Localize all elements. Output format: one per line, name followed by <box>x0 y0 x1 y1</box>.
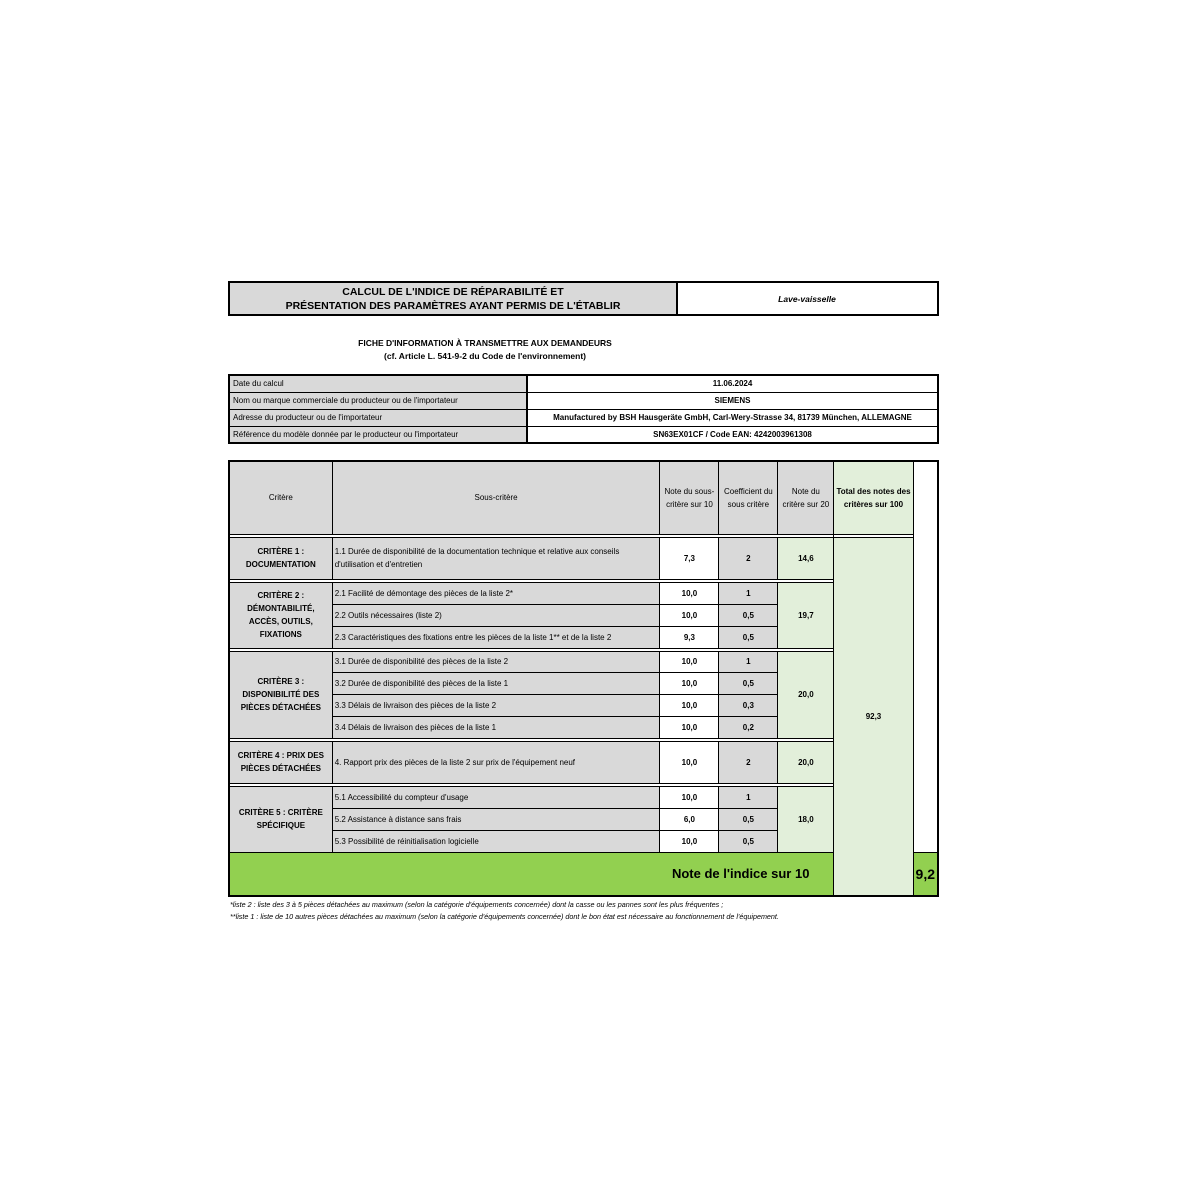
subtitle-line1: FICHE D'INFORMATION À TRANSMETTRE AUX DEMANDEURS <box>358 338 612 348</box>
criterion-note: 20,0 <box>778 651 834 738</box>
subcriterion-label: 3.2 Durée de disponibilité des pièces de la liste 1 <box>332 672 660 694</box>
subcriterion-coefficient: 1 <box>719 651 778 672</box>
subcriterion-label: 2.1 Facilité de démontage des pièces de la liste 2* <box>332 582 660 604</box>
info-label: Nom ou marque commerciale du producteur ou de l'importateur <box>229 392 527 409</box>
col-header-note-critere: Note du critère sur 20 <box>778 461 834 534</box>
subcriterion-label: 3.1 Durée de disponibilité des pièces de la liste 2 <box>332 651 660 672</box>
subcriterion-coefficient: 1 <box>719 582 778 604</box>
subcriterion-note: 10,0 <box>660 786 719 808</box>
criterion-name: CRITÈRE 3 : DISPONIBILITÉ DES PIÈCES DÉTACHÉES <box>229 651 332 738</box>
subcriterion-coefficient: 2 <box>719 537 778 579</box>
criterion-name: CRITÈRE 5 : CRITÈRE SPÉCIFIQUE <box>229 786 332 852</box>
info-value: SN63EX01CF / Code EAN: 4242003961308 <box>527 426 938 443</box>
table-row <box>229 537 938 579</box>
subcriterion-coefficient: 1 <box>719 786 778 808</box>
criterion-name: CRITÈRE 4 : PRIX DES PIÈCES DÉTACHÉES <box>229 741 332 783</box>
col-header-coefficient: Coefficient du sous critère <box>719 461 778 534</box>
subcriterion-note: 6,0 <box>660 808 719 830</box>
subcriterion-note: 10,0 <box>660 741 719 783</box>
subcriterion-label: 3.4 Délais de livraison des pièces de la liste 1 <box>332 716 660 738</box>
subcriterion-note: 10,0 <box>660 651 719 672</box>
subcriterion-label: 5.3 Possibilité de réinitialisation logicielle <box>332 830 660 852</box>
subcriterion-note: 7,3 <box>660 537 719 579</box>
subcriterion-label: 1.1 Durée de disponibilité de la documentation technique et relative aux conseils d'utilisation et d'entretien <box>332 537 660 579</box>
subcriterion-label: 5.2 Assistance à distance sans frais <box>332 808 660 830</box>
repairability-table <box>228 460 939 897</box>
subcriterion-note: 9,3 <box>660 626 719 648</box>
final-score-row <box>229 852 938 896</box>
subcriterion-coefficient: 0,5 <box>719 626 778 648</box>
footnote-list2: *liste 2 : liste des 3 à 5 pièces détachées au maximum (selon la catégorie d'équipements concernée) dont la casse ou les pannes sont les plus fréquentes ; <box>230 900 724 909</box>
subcriterion-coefficient: 0,5 <box>719 808 778 830</box>
table-row <box>229 741 938 783</box>
subcriterion-coefficient: 2 <box>719 741 778 783</box>
subtitle-line2: (cf. Article L. 541-9-2 du Code de l'environnement) <box>384 351 586 361</box>
subcriterion-label: 5.1 Accessibilité du compteur d'usage <box>332 786 660 808</box>
subcriterion-coefficient: 0,3 <box>719 694 778 716</box>
subcriterion-note: 10,0 <box>660 582 719 604</box>
table-row <box>229 786 938 808</box>
subcriterion-label: 4. Rapport prix des pièces de la liste 2 sur prix de l'équipement neuf <box>332 741 660 783</box>
info-row <box>229 375 938 392</box>
table-header-row <box>229 461 938 534</box>
table-row <box>229 651 938 672</box>
criterion-note: 19,7 <box>778 582 834 648</box>
col-header-sous-critere: Sous-critère <box>332 461 660 534</box>
subcriterion-coefficient: 0,5 <box>719 830 778 852</box>
product-type: Lave-vaisselle <box>677 281 939 316</box>
info-row <box>229 392 938 409</box>
subcriterion-coefficient: 0,5 <box>719 604 778 626</box>
report-title-line2: PRÉSENTATION DES PARAMÈTRES AYANT PERMIS DE L'ÉTABLIR <box>285 299 621 312</box>
info-label: Date du calcul <box>229 375 527 392</box>
info-value: 11.06.2024 <box>527 375 938 392</box>
info-label: Référence du modèle donnée par le producteur ou l'importateur <box>229 426 527 443</box>
info-value: Manufactured by BSH Hausgeräte GmbH, Carl-Wery-Strasse 34, 81739 München, ALLEMAGNE <box>527 409 938 426</box>
col-header-note-sous-critere: Note du sous-critère sur 10 <box>660 461 719 534</box>
subcriterion-note: 10,0 <box>660 694 719 716</box>
criterion-name: CRITÈRE 1 : DOCUMENTATION <box>229 537 332 579</box>
criterion-note: 20,0 <box>778 741 834 783</box>
subcriterion-label: 2.2 Outils nécessaires (liste 2) <box>332 604 660 626</box>
final-score-label: Note de l'indice sur 10 <box>229 852 834 896</box>
footnote-list1: **liste 1 : liste de 10 autres pièces détachées au maximum (selon la catégorie d'équipements concernée) dont le bon état est nécessaire au fonctionnement de l'équipement. <box>230 912 779 921</box>
subcriterion-label: 2.3 Caractéristiques des fixations entre les pièces de la liste 1** et de la liste 2 <box>332 626 660 648</box>
subcriterion-note: 10,0 <box>660 604 719 626</box>
info-label: Adresse du producteur ou de l'importateur <box>229 409 527 426</box>
info-row <box>229 426 938 443</box>
criterion-note: 18,0 <box>778 786 834 852</box>
subcriterion-coefficient: 0,2 <box>719 716 778 738</box>
report-title-line1: CALCUL DE L'INDICE DE RÉPARABILITÉ ET <box>342 285 564 298</box>
report-title <box>228 281 678 316</box>
col-header-critere: Critère <box>229 461 332 534</box>
subcriterion-note: 10,0 <box>660 830 719 852</box>
form-subtitle <box>300 337 670 363</box>
subcriterion-note: 10,0 <box>660 672 719 694</box>
footnotes <box>230 899 970 923</box>
col-header-total: Total des notes des critères sur 100 <box>834 461 913 534</box>
subcriterion-label: 3.3 Délais de livraison des pièces de la liste 2 <box>332 694 660 716</box>
final-score-value: 9,2 <box>913 852 938 896</box>
criterion-note: 14,6 <box>778 537 834 579</box>
info-row <box>229 409 938 426</box>
total-score: 92,3 <box>834 537 913 896</box>
info-value: SIEMENS <box>527 392 938 409</box>
criterion-name: CRITÈRE 2 : DÉMONTABILITÉ, ACCÈS, OUTILS, FIXATIONS <box>229 582 332 648</box>
table-row <box>229 582 938 604</box>
subcriterion-coefficient: 0,5 <box>719 672 778 694</box>
info-table <box>228 374 939 444</box>
subcriterion-note: 10,0 <box>660 716 719 738</box>
